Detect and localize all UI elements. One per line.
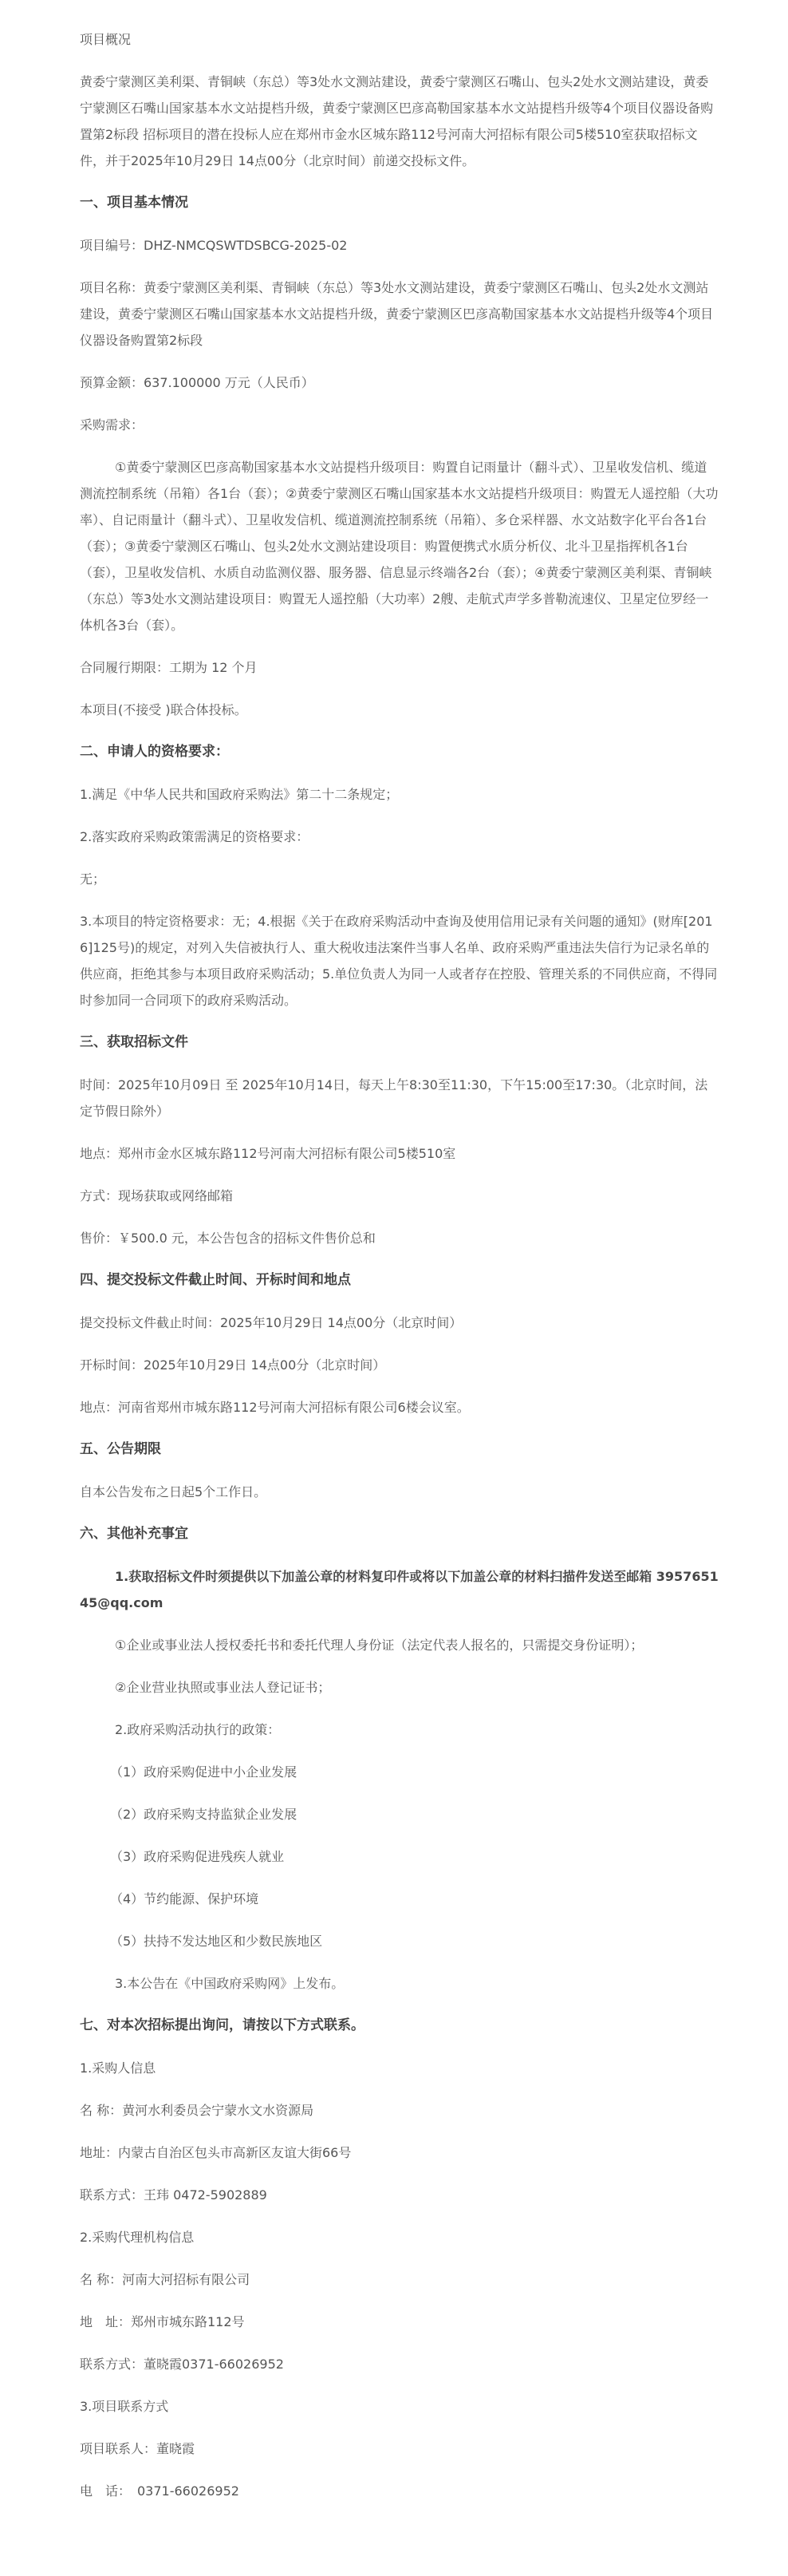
project-contact-label: 3.项目联系方式 <box>80 2399 169 2414</box>
purchaser-address: 地址：内蒙古自治区包头市高新区友谊大街66号 <box>80 2145 352 2160</box>
agency-info-label: 2.采购代理机构信息 <box>80 2230 195 2245</box>
qualification-3-4-5: 3.本项目的特定资格要求：无；4.根据《关于在政府采购活动中查询及使用信用记录有关问题的通知》(财库[2016]125号)的规定，对列入失信被执行人、重大税收违法案件当事人名单、政府采购严重违法失信行为记录名单的供应商，拒绝其参与本项目政府采购活动；5.单位负责人为同一人或者存在控股、管理关系的不同供应商，不得同时参加同一合同项下的政府采购活动。 <box>80 914 718 1008</box>
section-1-heading: 一、项目基本情况 <box>80 195 188 211</box>
purchaser-info-label: 1.采购人信息 <box>80 2060 156 2076</box>
bid-opening-time: 开标时间：2025年10月29日 14点00分（北京时间） <box>80 1357 386 1373</box>
supplement-1-email: 1.获取招标文件时须提供以下加盖公章的材料复印件或将以下加盖公章的材料扫描件发送至邮箱 395765145@qq.com <box>80 1569 719 1610</box>
document-price: 售价：￥500.0 元，本公告包含的招标文件售价总和 <box>80 1231 376 1246</box>
section-2-heading: 二、申请人的资格要求： <box>80 744 229 760</box>
supplement-2-policies-label: 2.政府采购活动执行的政策： <box>115 1722 281 1737</box>
document-time: 时间：2025年10月09日 至 2025年10月14日，每天上午8:30至11:30，下午15:00至17:30。（北京时间，法定节假日除外） <box>80 1077 708 1119</box>
procurement-demand-detail: ①黄委宁蒙测区巴彦高勒国家基本水文站提档升级项目：购置自记雨量计（翻斗式）、卫星收发信机、缆道测流控制系统（吊箱）各1台（套）；②黄委宁蒙测区石嘴山国家基本水文站提档升级项目：购置无人遥控船（大功率）、自记雨量计（翻斗式）、卫星收发信机、缆道测流控制系统（吊箱）、多仓采样器、水文站数字化平台各1台（套）；③黄委宁蒙测区石嘴山、包头2处水文测站建设项目：购置便携式水质分析仪、北斗卫星指挥机各1台（套），卫星收发信机、水质自动监测仪器、服务器、信息显示终端各2台（套）；④黄委宁蒙测区美利渠、青铜峡（东总）等3处水文测站建设项目：购置无人遥控船（大功率）2艘、走航式声学多普勒流速仪、卫星定位罗经一体机各3台（套）。 <box>80 460 719 633</box>
qualification-2-none: 无； <box>80 871 106 887</box>
policy-item-1: （1）政府采购促进中小企业发展 <box>110 1764 297 1780</box>
project-contact-person: 项目联系人：董晓霞 <box>80 2441 195 2456</box>
project-name: 项目名称：黄委宁蒙测区美利渠、青铜峡（东总）等3处水文测站建设，黄委宁蒙测区石嘴山、包头2处水文测站建设，黄委宁蒙测区石嘴山国家基本水文站提档升级，黄委宁蒙测区巴彦高勒国家基本水文站提档升级等4个项目仪器设备购置第2标段 <box>80 280 714 348</box>
agency-contact: 联系方式：董晓霞0371-66026952 <box>80 2357 284 2372</box>
overview-text: 黄委宁蒙测区美利渠、青铜峡（东总）等3处水文测站建设，黄委宁蒙测区石嘴山、包头2处水文测站建设，黄委宁蒙测区石嘴山国家基本水文站提档升级，黄委宁蒙测区巴彦高勒国家基本水文站提档升级等4个项目仪器设备购置第2标段 招标项目的潜在投标人应在郑州市金水区城东路112号河南大河招标有限公司5楼510室获取招标文件，并于2025年10月29日 14点00分（北京时间）前递交投标文件。 <box>80 74 714 168</box>
supplement-3-publish: 3.本公告在《中国政府采购网》上发布。 <box>115 1976 345 1991</box>
supplement-material-2: ②企业营业执照或事业法人登记证书； <box>115 1680 331 1695</box>
procurement-demand-label: 采购需求： <box>80 417 144 433</box>
supplement-material-1: ①企业或事业法人授权委托书和委托代理人身份证（法定代表人报名的，只需提交身份证明）； <box>115 1638 644 1653</box>
document-place: 地点：郑州市金水区城东路112号河南大河招标有限公司5楼510室 <box>80 1146 456 1161</box>
policy-item-2: （2）政府采购支持监狱企业发展 <box>110 1807 297 1822</box>
overview-label: 项目概况 <box>80 32 132 47</box>
bid-opening-place: 地点：河南省郑州市城东路112号河南大河招标有限公司6楼会议室。 <box>80 1400 470 1415</box>
section-6-heading: 六、其他补充事宜 <box>80 1526 188 1542</box>
purchaser-name: 名 称：黄河水利委员会宁蒙水文水资源局 <box>80 2103 314 2118</box>
consortium-bid-note: 本项目(不接受 )联合体投标。 <box>80 702 247 717</box>
budget-amount: 预算金额：637.100000 万元（人民币） <box>80 375 314 390</box>
section-3-heading: 三、获取招标文件 <box>80 1034 188 1050</box>
policy-item-3: （3）政府采购促进残疾人就业 <box>110 1849 285 1864</box>
section-7-heading: 七、对本次招标提出询问，请按以下方式联系。 <box>80 2017 364 2033</box>
project-contact-phone: 电 话： 0371-66026952 <box>80 2483 239 2499</box>
agency-name: 名 称：河南大河招标有限公司 <box>80 2272 250 2287</box>
project-number: 项目编号：DHZ-NMCQSWTDSBCG-2025-02 <box>80 238 348 253</box>
policy-item-5: （5）扶持不发达地区和少数民族地区 <box>110 1934 323 1949</box>
section-5-heading: 五、公告期限 <box>80 1441 161 1457</box>
purchaser-contact: 联系方式：王玮 0472-5902889 <box>80 2187 267 2203</box>
agency-address: 地 址：郑州市城东路112号 <box>80 2314 245 2329</box>
qualification-1: 1.满足《中华人民共和国政府采购法》第二十二条规定； <box>80 787 399 802</box>
submission-deadline: 提交投标文件截止时间：2025年10月29日 14点00分（北京时间） <box>80 1315 463 1330</box>
announcement-period: 自本公告发布之日起5个工作日。 <box>80 1484 267 1499</box>
section-4-heading: 四、提交投标文件截止时间、开标时间和地点 <box>80 1272 351 1288</box>
document-method: 方式：现场获取或网络邮箱 <box>80 1188 234 1203</box>
policy-item-4: （4）节约能源、保护环境 <box>110 1891 259 1906</box>
qualification-2: 2.落实政府采购政策需满足的资格要求： <box>80 829 309 844</box>
contract-period: 合同履行期限：工期为 12 个月 <box>80 660 258 675</box>
